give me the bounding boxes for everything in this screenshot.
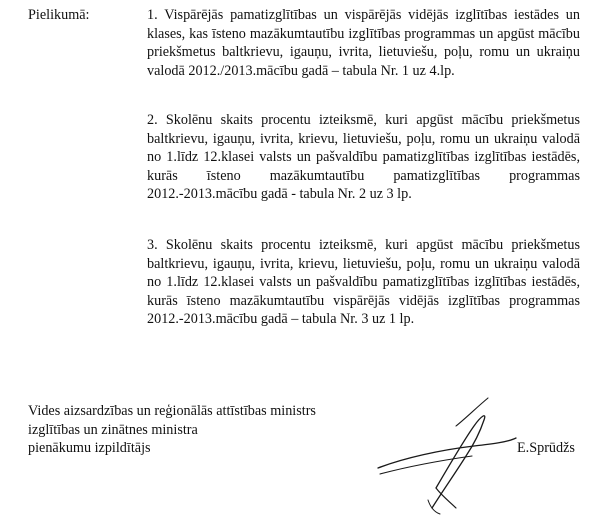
signatory-name: E.Sprūdžs [517, 440, 575, 456]
signatory-title-line-3: pienākumu izpildītājs [28, 440, 151, 456]
signatory-title-line-1: Vides aizsardzības un reģionālās attīstības ministrs [28, 403, 316, 419]
signatory-title-line-2: izglītības un zinātnes ministra [28, 421, 198, 438]
annex-label: Pielikumā: [28, 7, 90, 23]
annex-item-1: 1. Vispārējās pamatizglītības un vispārējās vidējās izglītības iestādes un klases, kas īsteno mazākumtautību izglītības programmas un apgūst mācību priekšmetus baltkrievu, igauņu, ivrita, lietuviešu, poļu, romu un ukraiņu valodā 2012./2013.mācību gadā – tabula Nr. 1 uz 4.lp. [147, 7, 580, 79]
handwritten-signature [370, 388, 520, 518]
signatory-title [28, 402, 316, 458]
annex-item-2: 2. Skolēnu skaits procentu izteiksmē, kuri apgūst mācību priekšmetus baltkrievu, igauņu, ivrita, krievu, lietuviešu, poļu, romu un ukraiņu valodā no 1.līdz 12.klasei valsts un pašvaldību pamatizglītības izglītības iestādēs, kurās īsteno mazākumtautību pamatizglītības programmas 2012.-2013.mācību gadā - tabula Nr. 2 uz 3 lp. [147, 112, 580, 203]
annex-item-3: 3. Skolēnu skaits procentu izteiksmē, kuri apgūst mācību priekšmetus baltkrievu, igauņu, ivrita, krievu, lietuviešu, poļu, romu un ukraiņu valodā no 1.līdz 12.klasei valsts un pašvaldību pamatizglītības izglītības iestādēs, kurās īsteno mazākumtautību vispārējās vidējās izglītības programmas 2012.-2013.mācību gadā – tabula Nr. 3 uz 1 lp. [147, 237, 580, 328]
